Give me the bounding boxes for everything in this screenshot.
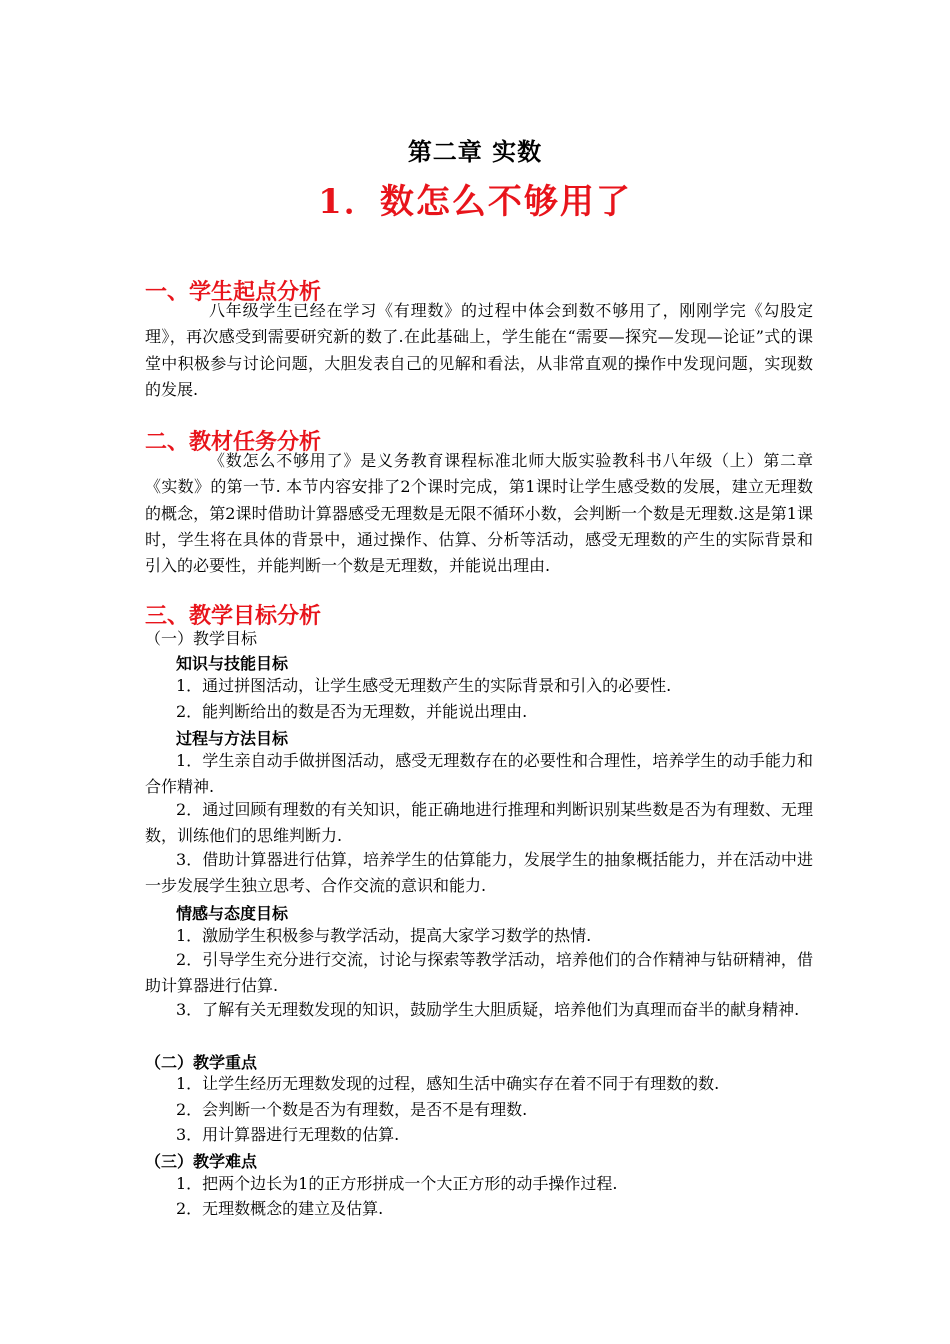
goal-process-2: 2．通过回顾有理数的有关知识，能正确地进行推理和判断识别某些数是否为有理数、无理数，训练他们的思维判断力. xyxy=(145,800,813,846)
difficulty-1: 1．把两个边长为1的正方形拼成一个大正方形的动手操作过程. xyxy=(176,1174,618,1193)
section-2-paragraph: 《数怎么不够用了》是义务教育课程标准北师大版实验教科书八年级（上）第二章《实数》的第一节. 本节内容安排了2个课时完成，第1课时让学生感受数的发展，建立无理数的概念，第2课时借助计算器感受无理数是无限不循环小数，会判断一个数是无理数.这是第1课时，学生将在具体的背景中，通过操作、估算、分析等活动，感受无理数的产生的实际背景和引入的必要性，并能判断一个数是无理数，并能说出理由. xyxy=(145,451,813,576)
goal-knowledge-2: 2．能判断给出的数是否为无理数，并能说出理由. xyxy=(176,702,528,721)
lesson-title: 1．数怎么不够用了 xyxy=(318,182,632,222)
difficulty-2: 2．无理数概念的建立及估算. xyxy=(176,1199,384,1218)
section-1-paragraph: 八年级学生已经在学习《有理数》的过程中体会到数不够用了，刚刚学完《勾股定理》，再次感受到需要研究新的数了.在此基础上，学生能在“需要—探究—发现—论证”式的课堂中积极参与讨论问题，大胆发表自己的见解和看法，从非常直观的操作中发现问题，实现数的发展. xyxy=(145,301,813,399)
goal-emotion-1: 1．激励学生积极参与教学活动，提高大家学习数学的热情. xyxy=(176,926,592,945)
section-heading-2: 二、教材任务分析 xyxy=(145,429,322,455)
section-heading-3: 三、教学目标分析 xyxy=(145,603,322,629)
goal-knowledge-1: 1．通过拼图活动，让学生感受无理数产生的实际背景和引入的必要性. xyxy=(176,676,672,695)
goal-emotion-3: 3．了解有关无理数发现的知识，鼓励学生大胆质疑，培养他们为真理而奋半的献身精神. xyxy=(176,1000,800,1019)
key-point-1: 1．让学生经历无理数发现的过程，感知生活中确实存在着不同于有理数的数. xyxy=(176,1074,720,1093)
goal-emotion-2: 2．引导学生充分进行交流，讨论与探索等教学活动，培养他们的合作精神与钻研精神，借助计算器进行估算. xyxy=(145,950,813,996)
goal-group-knowledge: 知识与技能目标 xyxy=(176,654,289,673)
goal-group-process: 过程与方法目标 xyxy=(176,729,289,748)
goal-process-3: 3．借助计算器进行估算，培养学生的估算能力，发展学生的抽象概括能力，并在活动中进一步发展学生独立思考、合作交流的意识和能力. xyxy=(145,850,813,896)
subsection-difficulties: （三）教学难点 xyxy=(145,1152,258,1171)
subsection-key-points: （二）教学重点 xyxy=(145,1053,258,1072)
key-point-2: 2．会判断一个数是否为有理数，是否不是有理数. xyxy=(176,1100,528,1119)
section-heading-1: 一、学生起点分析 xyxy=(145,279,322,305)
subsection-teaching-goals: （一）教学目标 xyxy=(145,629,258,648)
goal-process-1: 1．学生亲自动手做拼图活动，感受无理数存在的必要性和合理性，培养学生的动手能力和合作精神. xyxy=(145,751,813,797)
key-point-3: 3．用计算器进行无理数的估算. xyxy=(176,1125,400,1144)
chapter-title: 第二章 实数 xyxy=(407,137,543,166)
goal-group-emotion: 情感与态度目标 xyxy=(176,904,289,923)
